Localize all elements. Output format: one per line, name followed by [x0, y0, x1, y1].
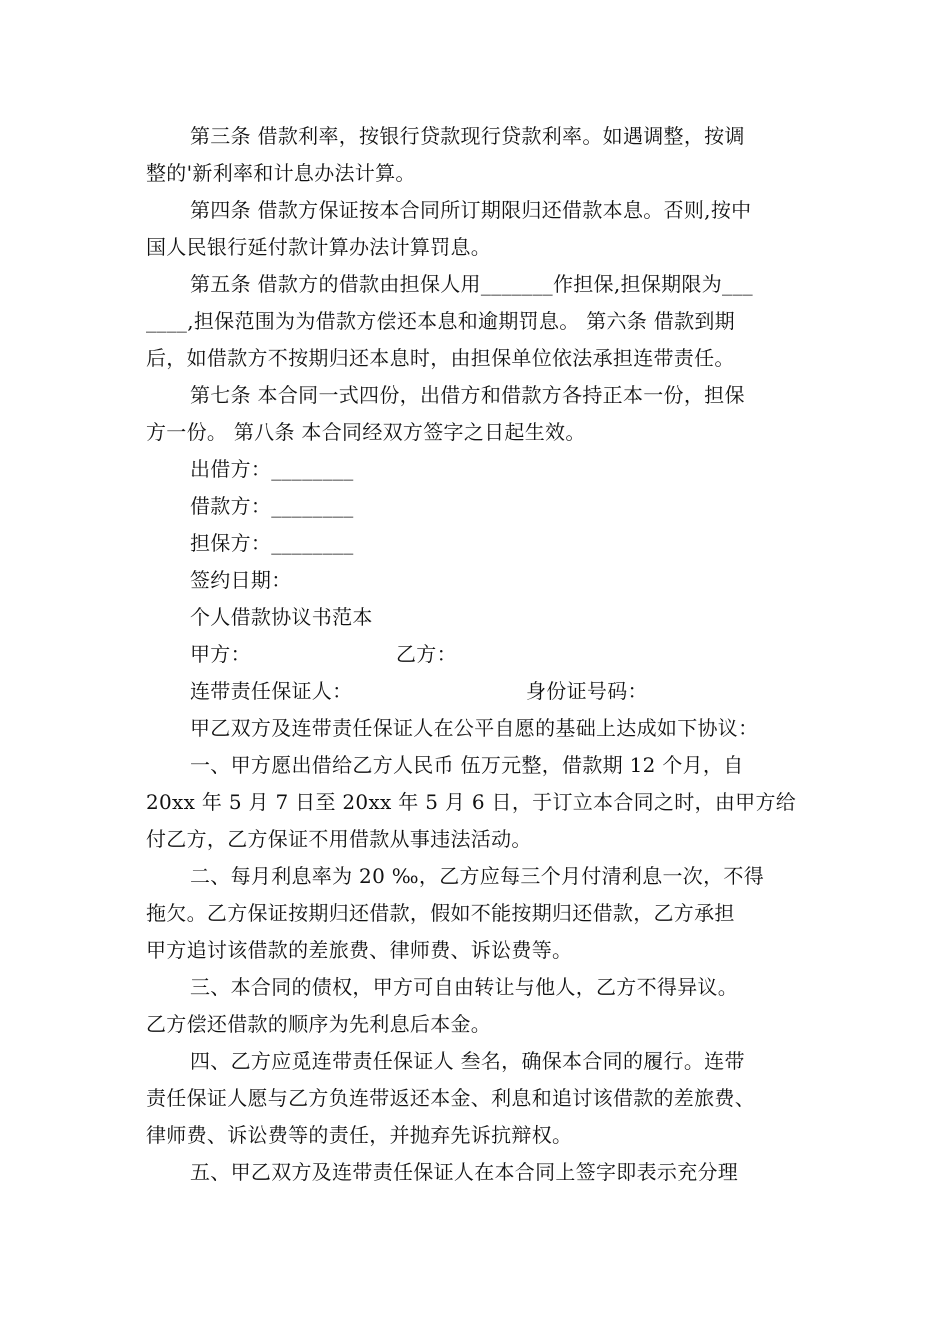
agreement-line: 拖欠。乙方保证按期归还借款，假如不能按期归还借款，乙方承担	[146, 901, 735, 925]
document-body	[146, 118, 808, 1191]
guarantor-line	[146, 673, 808, 710]
paragraph-line: 国人民银行延付款计算办法计算罚息。	[146, 235, 492, 259]
guarantor-signature-line: 担保方：________	[190, 531, 354, 555]
agreement-line: 律师费、诉讼费等的责任，并抛弃先诉抗辩权。	[146, 1123, 573, 1147]
agreement-line: 五、甲乙双方及连带责任保证人在本合同上签字即表示充分理	[190, 1160, 739, 1184]
agreement-line: 20xx 年 5 月 7 日至 20xx 年 5 月 6 日，于订立本合同之时，由甲方给	[146, 790, 797, 814]
paragraph-line: 后，如借款方不按期归还本息时，由担保单位依法承担连带责任。	[146, 346, 735, 370]
agreement-line: 责任保证人愿与乙方负连带返还本金、利息和追讨该借款的差旅费、	[146, 1086, 755, 1110]
paragraph-line: 整的'新利率和计息办法计算。	[146, 161, 416, 185]
agreement-line: 甲乙双方及连带责任保证人在公平自愿的基础上达成如下协议：	[190, 716, 759, 740]
signing-date-line: 签约日期：	[190, 568, 292, 592]
paragraph-line: 第七条 本合同一式四份，出借方和借款方各持正本一份，担保	[190, 383, 745, 407]
agreement-line: 付乙方，乙方保证不用借款从事违法活动。	[146, 827, 532, 851]
agreement-line: 三、本合同的债权，甲方可自由转让与他人，乙方不得异议。	[190, 975, 739, 999]
agreement-line: 一、甲方愿出借给乙方人民币 伍万元整，借款期 12 个月，自	[190, 753, 744, 777]
section-title: 个人借款协议书范本	[190, 605, 373, 629]
agreement-line: 乙方偿还借款的顺序为先利息后本金。	[146, 1012, 492, 1036]
parties-line	[146, 636, 808, 673]
id-number-label: 身份证号码：	[526, 679, 648, 703]
party-a-label: 甲方：	[190, 642, 251, 666]
paragraph-line: ____,担保范围为为借款方偿还本息和逾期罚息。 第六条 借款到期	[146, 309, 735, 333]
paragraph-line: 方一份。 第八条 本合同经双方签字之日起生效。	[146, 420, 586, 444]
party-b-label: 乙方：	[396, 642, 457, 666]
agreement-line: 四、乙方应觅连带责任保证人 叁名，确保本合同的履行。连带	[190, 1049, 745, 1073]
borrower-signature-line: 借款方：________	[190, 494, 354, 518]
paragraph-line: 第三条 借款利率，按银行贷款现行贷款利率。如遇调整，按调	[190, 124, 745, 148]
agreement-line: 甲方追讨该借款的差旅费、律师费、诉讼费等。	[146, 938, 573, 962]
agreement-line: 二、每月利息率为 20 ‰，乙方应每三个月付清利息一次，不得	[190, 864, 764, 888]
lender-signature-line: 出借方：________	[190, 457, 354, 481]
guarantor-label: 连带责任保证人：	[190, 679, 353, 703]
paragraph-line: 第五条 借款方的借款由担保人用_______作担保,担保期限为___	[190, 272, 753, 296]
paragraph-line: 第四条 借款方保证按本合同所订期限归还借款本息。否则,按中	[190, 198, 752, 222]
